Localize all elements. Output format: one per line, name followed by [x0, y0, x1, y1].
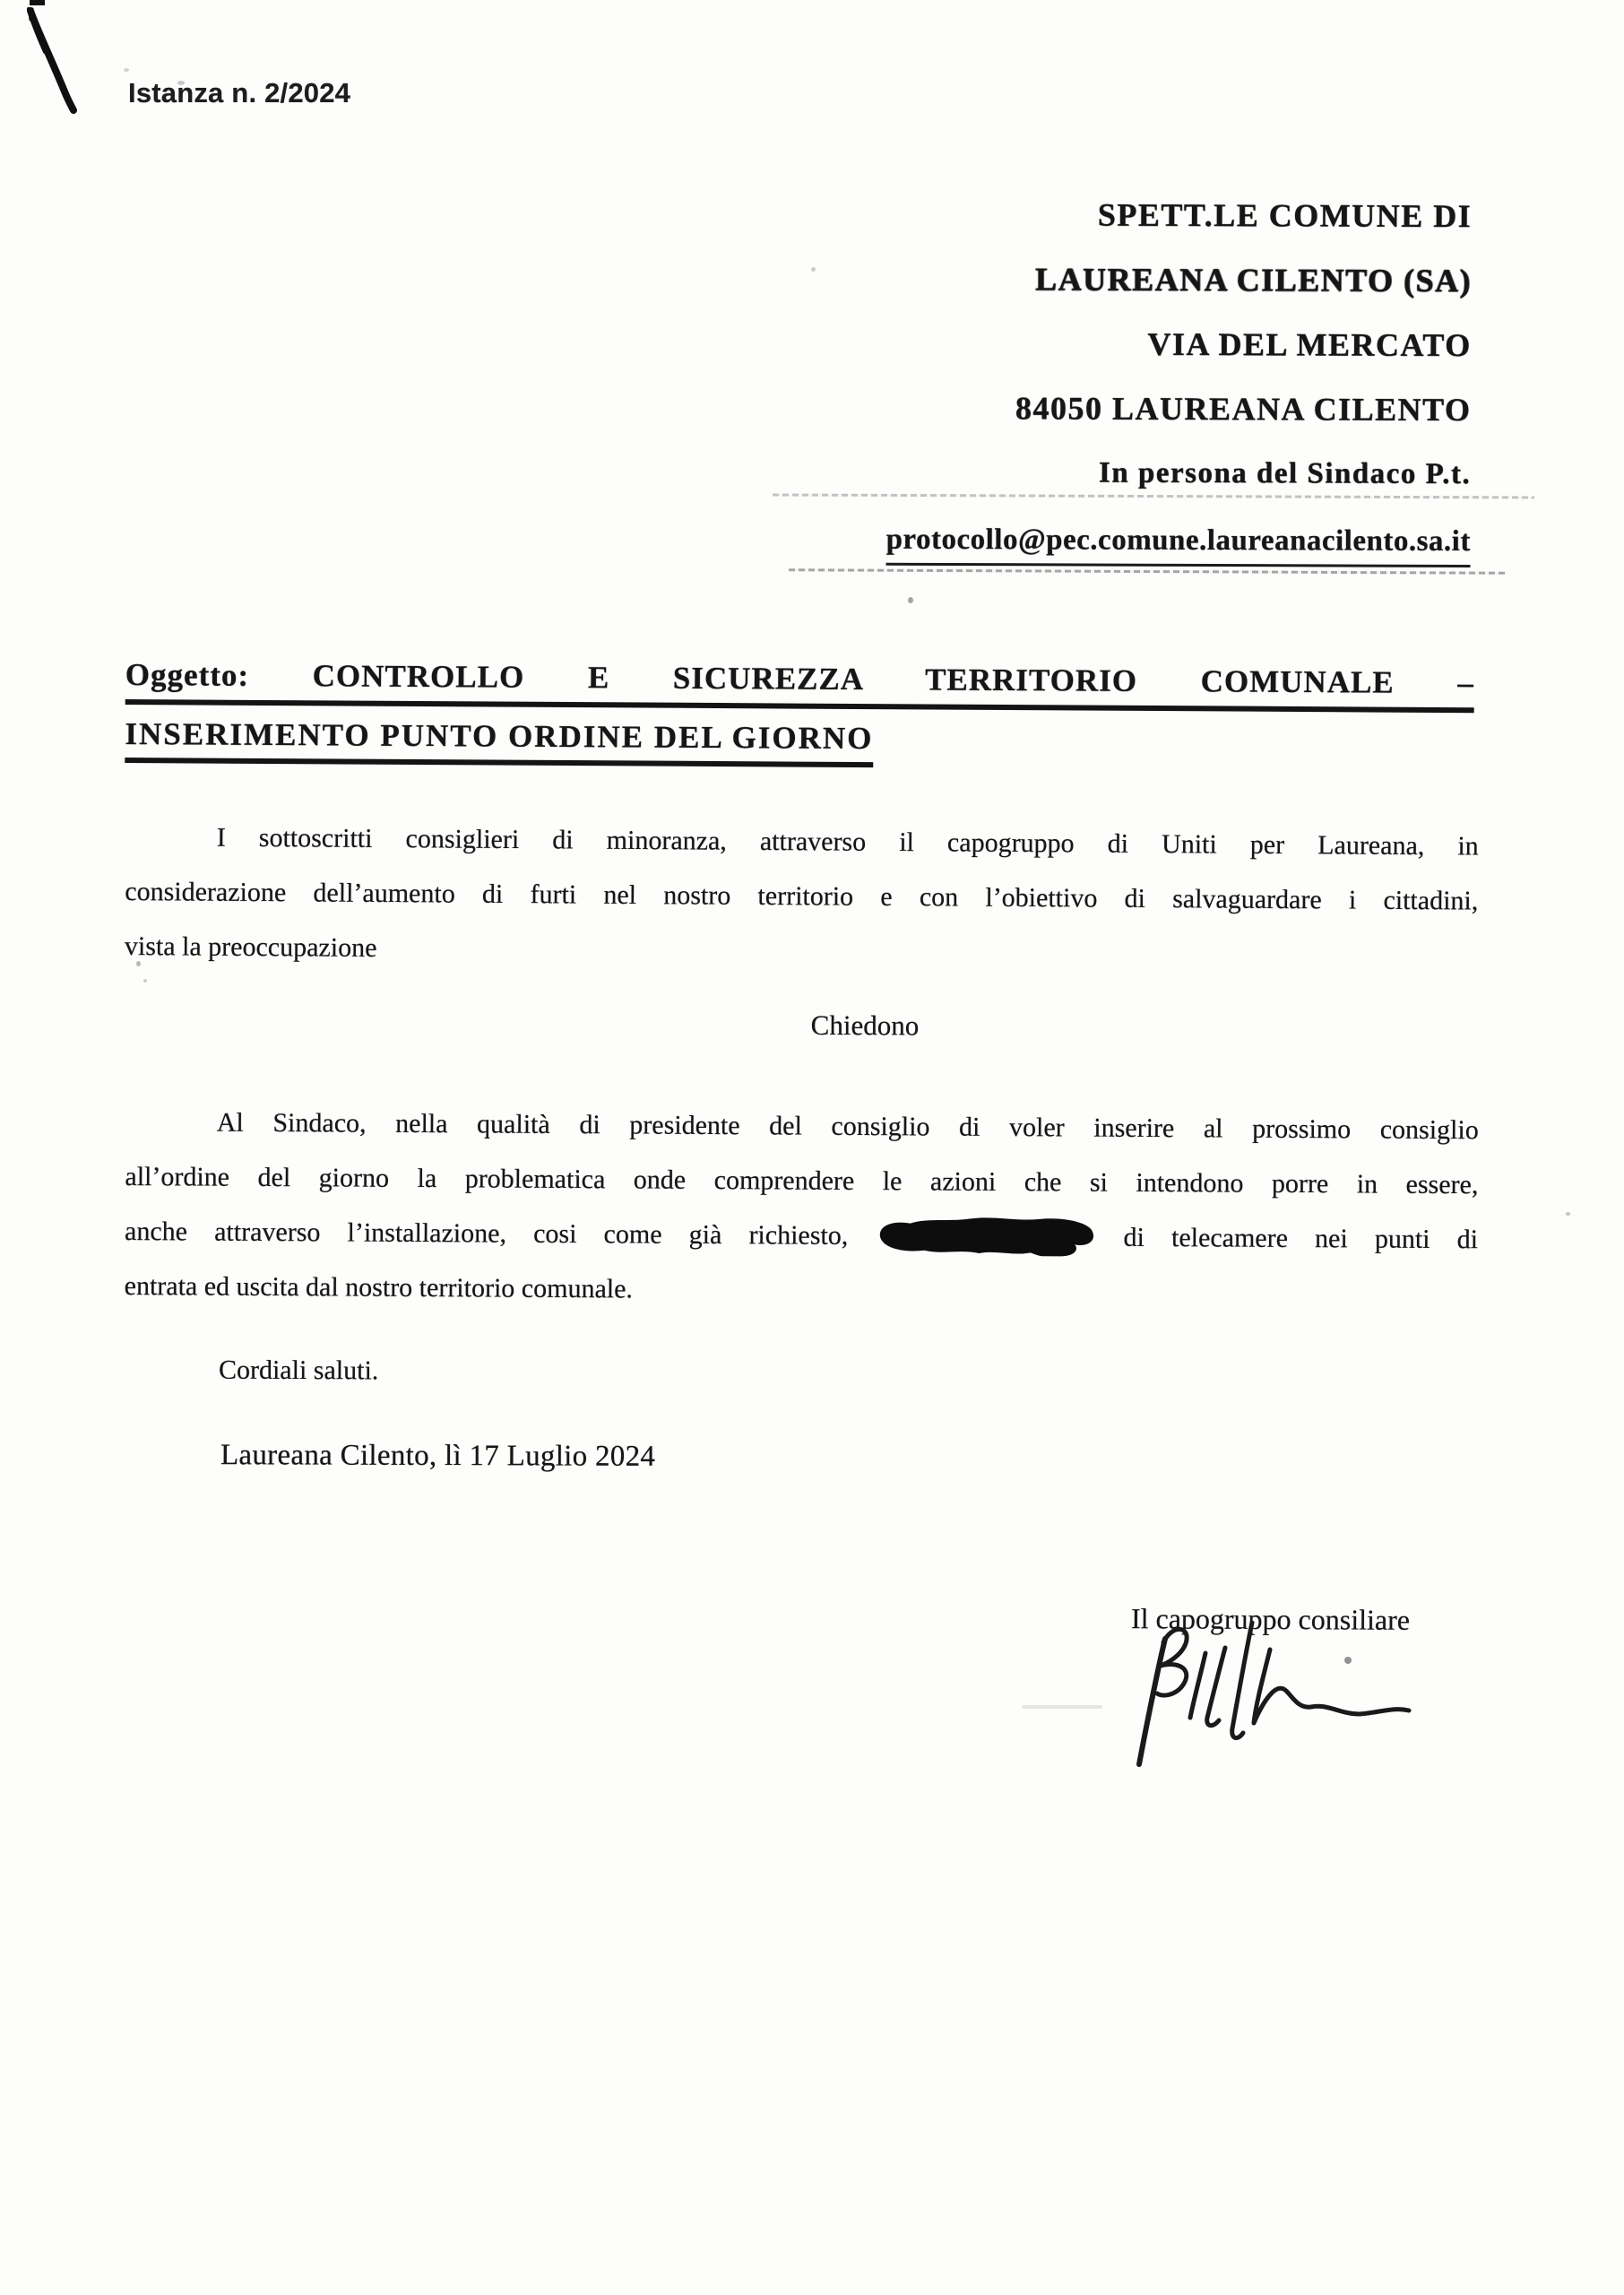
recipient-line: SPETT.LE COMUNE DI	[1097, 196, 1472, 234]
recipient-address-block	[885, 182, 1472, 567]
body-line: vista la preoccupazione	[124, 931, 377, 963]
scan-speck	[811, 267, 816, 272]
scan-speck	[1566, 1212, 1570, 1216]
subject-block	[125, 657, 1474, 771]
subject-line-1: Oggetto: CONTROLLO E SICUREZZA TERRITORIO COMUNALE –	[125, 657, 1474, 713]
recipient-line: VIA DEL MERCATO	[1147, 325, 1472, 363]
body-line: all’ordine del giorno la problematica onde comprendere le azioni che si intendono porre in essere,	[125, 1161, 1479, 1200]
handwritten-signature	[1119, 1621, 1432, 1782]
pen-stroke-mark	[22, 5, 84, 117]
scan-speck	[124, 68, 129, 72]
scan-edge-mark	[30, 0, 45, 5]
paragraph-premise	[125, 810, 1479, 983]
recipient-line: LAUREANA CILENTO (SA)	[1034, 261, 1472, 299]
scan-speck	[908, 597, 913, 603]
subject-line-2: INSERIMENTO PUNTO ORDINE DEL GIORNO	[125, 716, 873, 767]
body-line: I sottoscritti consiglieri di minoranza, attraverso il capogruppo di Uniti per Laureana, in	[216, 822, 1479, 862]
scan-smear-line	[789, 568, 1506, 574]
request-heading: Chiedono	[810, 1009, 920, 1042]
signature-role-label: Il capogruppo consiliare	[1130, 1602, 1411, 1636]
body-line-with-redaction	[125, 1204, 1478, 1267]
body-text-before-redaction: anche attraverso l’installazione, cosi come già richiesto,	[124, 1216, 849, 1251]
body-line: Al Sindaco, nella qualità di presidente del consiglio di voler inserire al prossimo consiglio	[216, 1107, 1479, 1146]
body-line: considerazione dell’aumento di furti nel nostro territorio e con l’obiettivo di salvaguardare i cittadini,	[125, 876, 1479, 916]
place-and-date: Laureana Cilento, lì 17 Luglio 2024	[220, 1439, 656, 1473]
pec-email-address: protocollo@pec.comune.laureanacilento.sa.it	[885, 519, 1470, 567]
paragraph-request	[125, 1095, 1479, 1321]
redaction-mark	[875, 1213, 1096, 1257]
body-text-after-redaction: di telecamere nei punti di	[1123, 1222, 1479, 1255]
body-line: entrata ed uscita dal nostro territorio comunale.	[124, 1270, 634, 1304]
instance-number: Istanza n. 2/2024	[128, 77, 351, 108]
scan-speck	[143, 979, 147, 983]
closing-salutation: Cordiali saluti.	[218, 1355, 379, 1386]
recipient-line: 84050 LAUREANA CILENTO	[1015, 390, 1472, 428]
recipient-attn-line: In persona del Sindaco P.t.	[1098, 456, 1471, 490]
scan-smear	[1022, 1705, 1102, 1709]
